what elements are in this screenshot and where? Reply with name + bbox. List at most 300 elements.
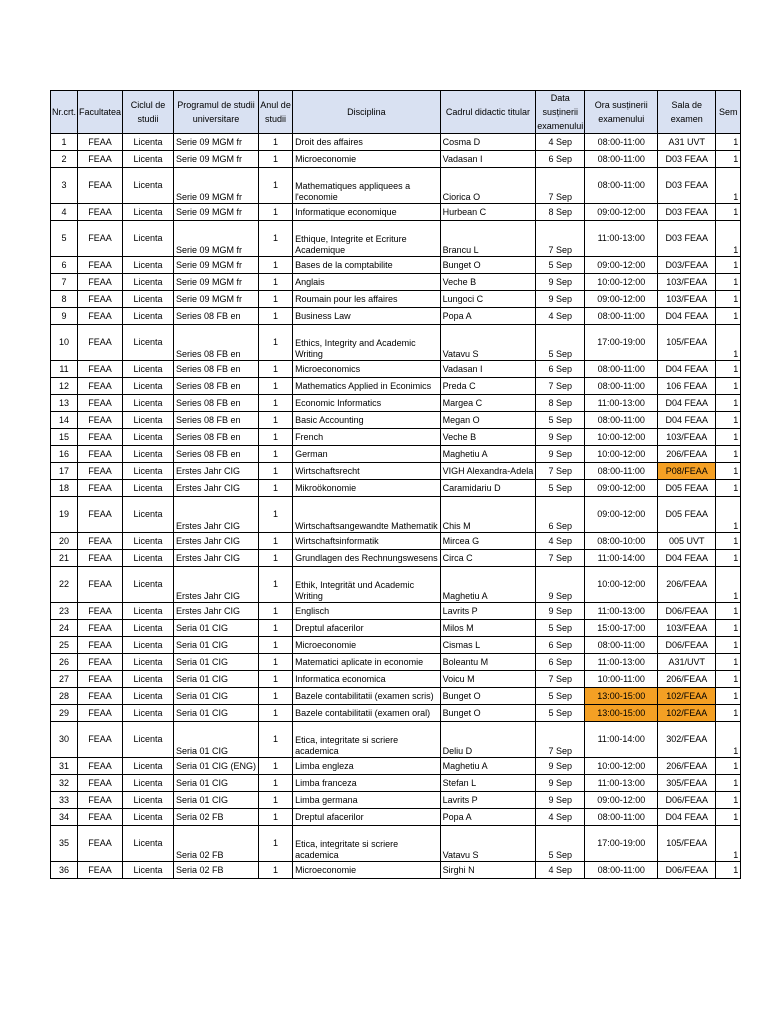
cell-ora: 11:00-13:00 xyxy=(585,603,658,620)
cell-cadrul: Chis M xyxy=(440,497,536,533)
cell-program: Serie 09 MGM fr xyxy=(174,291,259,308)
cell-program: Series 08 FB en xyxy=(174,446,259,463)
cell-data: 5 Sep xyxy=(536,325,585,361)
cell-disciplina: Dreptul afacerilor xyxy=(293,809,441,826)
cell-ora: 10:00-11:00 xyxy=(585,671,658,688)
cell-facultatea: FEAA xyxy=(78,204,123,221)
cell-disciplina: Wirtschaftsrecht xyxy=(293,463,441,480)
cell-sala: D04 FEAA xyxy=(658,361,716,378)
cell-nr: 34 xyxy=(51,809,78,826)
cell-data: 7 Sep xyxy=(536,671,585,688)
cell-anul: 1 xyxy=(259,705,293,722)
cell-cadrul: Vatavu S xyxy=(440,325,536,361)
table-row xyxy=(51,620,741,637)
cell-nr: 11 xyxy=(51,361,78,378)
cell-ora: 08:00-11:00 xyxy=(585,378,658,395)
cell-facultatea: FEAA xyxy=(78,463,123,480)
cell-anul: 1 xyxy=(259,550,293,567)
table-row xyxy=(51,722,741,758)
cell-ciclul: Licenta xyxy=(123,654,174,671)
table-row xyxy=(51,497,741,533)
cell-data: 4 Sep xyxy=(536,533,585,550)
cell-ora: 13:00-15:00 xyxy=(585,688,658,705)
cell-ciclul: Licenta xyxy=(123,291,174,308)
cell-facultatea: FEAA xyxy=(78,862,123,879)
cell-anul: 1 xyxy=(259,758,293,775)
cell-disciplina: Limba germana xyxy=(293,792,441,809)
table-row xyxy=(51,567,741,603)
cell-ora: 10:00-12:00 xyxy=(585,567,658,603)
cell-ora: 10:00-12:00 xyxy=(585,446,658,463)
cell-facultatea: FEAA xyxy=(78,671,123,688)
cell-ciclul: Licenta xyxy=(123,463,174,480)
cell-ora: 10:00-12:00 xyxy=(585,429,658,446)
cell-disciplina: Microeconomie xyxy=(293,151,441,168)
cell-ciclul: Licenta xyxy=(123,775,174,792)
cell-data: 9 Sep xyxy=(536,775,585,792)
cell-sala: 102/FEAA xyxy=(658,705,716,722)
cell-anul: 1 xyxy=(259,412,293,429)
cell-sala: D06/FEAA xyxy=(658,637,716,654)
cell-data: 5 Sep xyxy=(536,257,585,274)
cell-disciplina: French xyxy=(293,429,441,446)
cell-ciclul: Licenta xyxy=(123,134,174,151)
cell-anul: 1 xyxy=(259,274,293,291)
cell-data: 7 Sep xyxy=(536,221,585,257)
cell-data: 7 Sep xyxy=(536,550,585,567)
cell-nr: 27 xyxy=(51,671,78,688)
cell-data: 5 Sep xyxy=(536,705,585,722)
cell-ciclul: Licenta xyxy=(123,722,174,758)
table-row xyxy=(51,688,741,705)
cell-cadrul: Circa C xyxy=(440,550,536,567)
cell-anul: 1 xyxy=(259,446,293,463)
cell-anul: 1 xyxy=(259,361,293,378)
cell-data: 6 Sep xyxy=(536,497,585,533)
cell-anul: 1 xyxy=(259,204,293,221)
cell-cadrul: Vadasan I xyxy=(440,361,536,378)
cell-sala: 102/FEAA xyxy=(658,688,716,705)
cell-anul: 1 xyxy=(259,291,293,308)
cell-sem: 1 xyxy=(716,620,741,637)
cell-nr: 25 xyxy=(51,637,78,654)
cell-nr: 24 xyxy=(51,620,78,637)
cell-sem: 1 xyxy=(716,446,741,463)
cell-cadrul: Hurbean C xyxy=(440,204,536,221)
table-row xyxy=(51,429,741,446)
cell-anul: 1 xyxy=(259,826,293,862)
cell-anul: 1 xyxy=(259,151,293,168)
cell-cadrul: Preda C xyxy=(440,378,536,395)
cell-nr: 19 xyxy=(51,497,78,533)
cell-anul: 1 xyxy=(259,257,293,274)
cell-facultatea: FEAA xyxy=(78,567,123,603)
cell-ora: 08:00-10:00 xyxy=(585,533,658,550)
cell-sem: 1 xyxy=(716,603,741,620)
cell-disciplina: Informatique economique xyxy=(293,204,441,221)
header-facultatea: Facultatea xyxy=(78,91,123,134)
cell-data: 8 Sep xyxy=(536,204,585,221)
cell-nr: 29 xyxy=(51,705,78,722)
cell-ciclul: Licenta xyxy=(123,550,174,567)
table-row xyxy=(51,291,741,308)
cell-disciplina: Bazele contabilitatii (examen scris) xyxy=(293,688,441,705)
cell-ciclul: Licenta xyxy=(123,446,174,463)
cell-disciplina: German xyxy=(293,446,441,463)
cell-anul: 1 xyxy=(259,567,293,603)
cell-ciclul: Licenta xyxy=(123,151,174,168)
cell-data: 6 Sep xyxy=(536,654,585,671)
cell-sem: 1 xyxy=(716,361,741,378)
cell-anul: 1 xyxy=(259,378,293,395)
cell-disciplina: Microeconomie xyxy=(293,862,441,879)
cell-cadrul: Lavrits P xyxy=(440,603,536,620)
table-row xyxy=(51,533,741,550)
cell-sala: 206/FEAA xyxy=(658,567,716,603)
cell-sala: 206/FEAA xyxy=(658,758,716,775)
cell-ciclul: Licenta xyxy=(123,792,174,809)
cell-sem: 1 xyxy=(716,775,741,792)
cell-nr: 2 xyxy=(51,151,78,168)
cell-cadrul: Lavrits P xyxy=(440,792,536,809)
cell-disciplina: Grundlagen des Rechnungswesens xyxy=(293,550,441,567)
cell-nr: 8 xyxy=(51,291,78,308)
cell-disciplina: Bases de la comptabilite xyxy=(293,257,441,274)
cell-sem: 1 xyxy=(716,204,741,221)
cell-sala: D04 FEAA xyxy=(658,412,716,429)
cell-facultatea: FEAA xyxy=(78,654,123,671)
cell-cadrul: Popa A xyxy=(440,809,536,826)
cell-ora: 09:00-12:00 xyxy=(585,792,658,809)
cell-cadrul: Maghetiu A xyxy=(440,567,536,603)
cell-sala: 206/FEAA xyxy=(658,446,716,463)
cell-sem: 1 xyxy=(716,688,741,705)
cell-program: Erstes Jahr CIG xyxy=(174,463,259,480)
cell-ora: 17:00-19:00 xyxy=(585,826,658,862)
cell-sala: D04 FEAA xyxy=(658,395,716,412)
cell-cadrul: Bunget O xyxy=(440,705,536,722)
cell-disciplina: Anglais xyxy=(293,274,441,291)
cell-sala: D05 FEAA xyxy=(658,497,716,533)
cell-anul: 1 xyxy=(259,862,293,879)
cell-anul: 1 xyxy=(259,722,293,758)
cell-sala: D04 FEAA xyxy=(658,550,716,567)
cell-disciplina: Droit des affaires xyxy=(293,134,441,151)
header-row xyxy=(51,91,741,134)
cell-sala: 103/FEAA xyxy=(658,429,716,446)
cell-disciplina: Wirtschaftsinformatik xyxy=(293,533,441,550)
cell-ora: 08:00-11:00 xyxy=(585,151,658,168)
cell-data: 6 Sep xyxy=(536,637,585,654)
cell-ora: 09:00-12:00 xyxy=(585,204,658,221)
cell-ora: 13:00-15:00 xyxy=(585,705,658,722)
cell-nr: 32 xyxy=(51,775,78,792)
cell-anul: 1 xyxy=(259,221,293,257)
cell-anul: 1 xyxy=(259,533,293,550)
cell-sem: 1 xyxy=(716,705,741,722)
cell-nr: 15 xyxy=(51,429,78,446)
cell-nr: 33 xyxy=(51,792,78,809)
table-row xyxy=(51,221,741,257)
cell-facultatea: FEAA xyxy=(78,446,123,463)
cell-program: Seria 01 CIG xyxy=(174,722,259,758)
cell-anul: 1 xyxy=(259,654,293,671)
cell-ora: 08:00-11:00 xyxy=(585,862,658,879)
cell-ciclul: Licenta xyxy=(123,480,174,497)
cell-nr: 4 xyxy=(51,204,78,221)
cell-cadrul: Cosma D xyxy=(440,134,536,151)
cell-program: Seria 01 CIG xyxy=(174,671,259,688)
cell-data: 7 Sep xyxy=(536,722,585,758)
cell-data: 4 Sep xyxy=(536,809,585,826)
cell-data: 5 Sep xyxy=(536,826,585,862)
cell-ora: 17:00-19:00 xyxy=(585,325,658,361)
cell-disciplina: Roumain pour les affaires xyxy=(293,291,441,308)
cell-sala: P08/FEAA xyxy=(658,463,716,480)
cell-facultatea: FEAA xyxy=(78,497,123,533)
cell-facultatea: FEAA xyxy=(78,395,123,412)
cell-cadrul: Margea C xyxy=(440,395,536,412)
cell-nr: 5 xyxy=(51,221,78,257)
cell-sem: 1 xyxy=(716,308,741,325)
table-row xyxy=(51,671,741,688)
cell-cadrul: Bunget O xyxy=(440,257,536,274)
cell-ora: 10:00-12:00 xyxy=(585,758,658,775)
cell-cadrul: Sirghi N xyxy=(440,862,536,879)
cell-sem: 1 xyxy=(716,151,741,168)
table-row xyxy=(51,809,741,826)
cell-ciclul: Licenta xyxy=(123,257,174,274)
cell-program: Erstes Jahr CIG xyxy=(174,567,259,603)
cell-nr: 6 xyxy=(51,257,78,274)
table-row xyxy=(51,792,741,809)
cell-program: Series 08 FB en xyxy=(174,361,259,378)
cell-sala: 105/FEAA xyxy=(658,325,716,361)
cell-sem: 1 xyxy=(716,221,741,257)
cell-ciclul: Licenta xyxy=(123,274,174,291)
cell-ora: 08:00-11:00 xyxy=(585,412,658,429)
cell-nr: 22 xyxy=(51,567,78,603)
cell-disciplina: Business Law xyxy=(293,308,441,325)
cell-sala: 305/FEAA xyxy=(658,775,716,792)
cell-disciplina: Etica, integritate si scriere academica xyxy=(293,722,441,758)
table-row xyxy=(51,395,741,412)
cell-ora: 08:00-11:00 xyxy=(585,134,658,151)
cell-program: Erstes Jahr CIG xyxy=(174,550,259,567)
cell-sem: 1 xyxy=(716,480,741,497)
cell-data: 9 Sep xyxy=(536,567,585,603)
table-row xyxy=(51,550,741,567)
cell-nr: 30 xyxy=(51,722,78,758)
table-row xyxy=(51,480,741,497)
cell-sem: 1 xyxy=(716,168,741,204)
cell-sala: 103/FEAA xyxy=(658,291,716,308)
cell-sem: 1 xyxy=(716,533,741,550)
cell-sem: 1 xyxy=(716,134,741,151)
cell-program: Serie 09 MGM fr xyxy=(174,151,259,168)
cell-sala: 005 UVT xyxy=(658,533,716,550)
cell-cadrul: Bunget O xyxy=(440,688,536,705)
cell-facultatea: FEAA xyxy=(78,705,123,722)
cell-disciplina: Dreptul afacerilor xyxy=(293,620,441,637)
cell-cadrul: Vatavu S xyxy=(440,826,536,862)
cell-anul: 1 xyxy=(259,688,293,705)
cell-ora: 11:00-13:00 xyxy=(585,775,658,792)
table-row xyxy=(51,168,741,204)
cell-facultatea: FEAA xyxy=(78,291,123,308)
cell-sem: 1 xyxy=(716,274,741,291)
cell-nr: 36 xyxy=(51,862,78,879)
cell-facultatea: FEAA xyxy=(78,308,123,325)
cell-nr: 14 xyxy=(51,412,78,429)
table-row xyxy=(51,775,741,792)
cell-data: 9 Sep xyxy=(536,446,585,463)
cell-cadrul: Maghetiu A xyxy=(440,758,536,775)
cell-facultatea: FEAA xyxy=(78,603,123,620)
cell-data: 6 Sep xyxy=(536,151,585,168)
cell-nr: 28 xyxy=(51,688,78,705)
cell-facultatea: FEAA xyxy=(78,274,123,291)
cell-program: Erstes Jahr CIG xyxy=(174,533,259,550)
cell-sala: D04 FEAA xyxy=(658,809,716,826)
cell-cadrul: Voicu M xyxy=(440,671,536,688)
cell-facultatea: FEAA xyxy=(78,257,123,274)
table-row xyxy=(51,654,741,671)
header-nr: Nr.crt. xyxy=(51,91,78,134)
cell-ciclul: Licenta xyxy=(123,567,174,603)
cell-facultatea: FEAA xyxy=(78,758,123,775)
cell-nr: 17 xyxy=(51,463,78,480)
cell-cadrul: Popa A xyxy=(440,308,536,325)
cell-sem: 1 xyxy=(716,291,741,308)
cell-sala: 106 FEAA xyxy=(658,378,716,395)
cell-anul: 1 xyxy=(259,429,293,446)
cell-facultatea: FEAA xyxy=(78,533,123,550)
cell-program: Series 08 FB en xyxy=(174,378,259,395)
cell-anul: 1 xyxy=(259,603,293,620)
cell-anul: 1 xyxy=(259,620,293,637)
cell-ciclul: Licenta xyxy=(123,429,174,446)
cell-disciplina: Etica, integritate si scriere academica xyxy=(293,826,441,862)
cell-anul: 1 xyxy=(259,395,293,412)
table-row xyxy=(51,204,741,221)
cell-ora: 10:00-12:00 xyxy=(585,274,658,291)
table-row xyxy=(51,274,741,291)
table-row xyxy=(51,412,741,429)
cell-ora: 09:00-12:00 xyxy=(585,257,658,274)
exam-schedule-sheet xyxy=(50,90,741,879)
cell-anul: 1 xyxy=(259,308,293,325)
header-anul: Anul de studii xyxy=(259,91,293,134)
cell-nr: 10 xyxy=(51,325,78,361)
cell-facultatea: FEAA xyxy=(78,134,123,151)
table-row xyxy=(51,257,741,274)
cell-disciplina: Ethics, Integrity and Academic Writing xyxy=(293,325,441,361)
table-row xyxy=(51,151,741,168)
header-data: Data susținerii examenului xyxy=(536,91,585,134)
cell-program: Serie 09 MGM fr xyxy=(174,168,259,204)
cell-disciplina: Microeconomics xyxy=(293,361,441,378)
header-disciplina: Disciplina xyxy=(293,91,441,134)
cell-facultatea: FEAA xyxy=(78,221,123,257)
table-row xyxy=(51,378,741,395)
cell-ciclul: Licenta xyxy=(123,620,174,637)
cell-ciclul: Licenta xyxy=(123,826,174,862)
cell-ora: 08:00-11:00 xyxy=(585,637,658,654)
cell-facultatea: FEAA xyxy=(78,550,123,567)
cell-data: 9 Sep xyxy=(536,603,585,620)
cell-nr: 35 xyxy=(51,826,78,862)
cell-cadrul: Mircea G xyxy=(440,533,536,550)
cell-sem: 1 xyxy=(716,497,741,533)
table-row xyxy=(51,862,741,879)
cell-cadrul: Brancu L xyxy=(440,221,536,257)
cell-facultatea: FEAA xyxy=(78,722,123,758)
cell-facultatea: FEAA xyxy=(78,637,123,654)
cell-nr: 13 xyxy=(51,395,78,412)
cell-ciclul: Licenta xyxy=(123,412,174,429)
cell-anul: 1 xyxy=(259,671,293,688)
cell-data: 4 Sep xyxy=(536,862,585,879)
cell-facultatea: FEAA xyxy=(78,429,123,446)
cell-ciclul: Licenta xyxy=(123,361,174,378)
cell-program: Seria 01 CIG xyxy=(174,705,259,722)
header-ora: Ora susținerii examenului xyxy=(585,91,658,134)
cell-disciplina: Economic Informatics xyxy=(293,395,441,412)
cell-sem: 1 xyxy=(716,257,741,274)
cell-disciplina: Ethik, Integrität und Academic Writing xyxy=(293,567,441,603)
cell-program: Series 08 FB en xyxy=(174,395,259,412)
table-row xyxy=(51,134,741,151)
cell-disciplina: Microeconomie xyxy=(293,637,441,654)
cell-sem: 1 xyxy=(716,567,741,603)
cell-disciplina: Mikroökonomie xyxy=(293,480,441,497)
cell-program: Serie 09 MGM fr xyxy=(174,257,259,274)
cell-anul: 1 xyxy=(259,497,293,533)
cell-nr: 3 xyxy=(51,168,78,204)
header-program: Programul de studii universitare xyxy=(174,91,259,134)
cell-ciclul: Licenta xyxy=(123,809,174,826)
table-row xyxy=(51,705,741,722)
cell-data: 7 Sep xyxy=(536,168,585,204)
cell-ora: 11:00-14:00 xyxy=(585,550,658,567)
header-cadrul: Cadrul didactic titular xyxy=(440,91,536,134)
cell-program: Seria 02 FB xyxy=(174,826,259,862)
cell-ora: 11:00-13:00 xyxy=(585,395,658,412)
cell-nr: 20 xyxy=(51,533,78,550)
cell-disciplina: Informatica economica xyxy=(293,671,441,688)
cell-disciplina: Wirtschaftsangewandte Mathematik xyxy=(293,497,441,533)
cell-disciplina: Englisch xyxy=(293,603,441,620)
cell-anul: 1 xyxy=(259,325,293,361)
cell-nr: 21 xyxy=(51,550,78,567)
cell-facultatea: FEAA xyxy=(78,480,123,497)
cell-facultatea: FEAA xyxy=(78,620,123,637)
cell-cadrul: VIGH Alexandra-Adela xyxy=(440,463,536,480)
cell-data: 8 Sep xyxy=(536,395,585,412)
cell-cadrul: Megan O xyxy=(440,412,536,429)
cell-sem: 1 xyxy=(716,550,741,567)
cell-sala: 103/FEAA xyxy=(658,274,716,291)
cell-anul: 1 xyxy=(259,809,293,826)
cell-facultatea: FEAA xyxy=(78,168,123,204)
cell-facultatea: FEAA xyxy=(78,792,123,809)
cell-disciplina: Basic Accounting xyxy=(293,412,441,429)
cell-data: 4 Sep xyxy=(536,308,585,325)
cell-data: 6 Sep xyxy=(536,361,585,378)
cell-ora: 11:00-13:00 xyxy=(585,221,658,257)
cell-sala: 302/FEAA xyxy=(658,722,716,758)
